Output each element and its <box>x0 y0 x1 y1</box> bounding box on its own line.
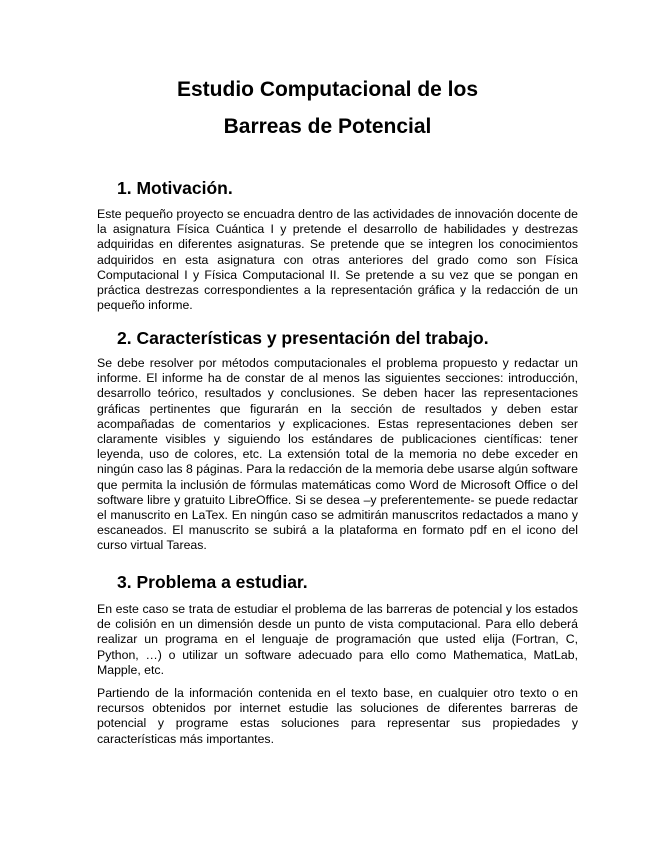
document-title-line-1: Estudio Computacional de los <box>176 78 479 101</box>
section-heading-motivacion: 1. Motivación. <box>117 178 233 198</box>
section-paragraph-problema-2: Partiendo de la información contenida en el texto base, en cualquier otro texto o en recursos obtenidos por internet estudie las soluciones de diferentes barreras de potencial y programe estas soluciones para representar sus propiedades y características más importantes. <box>97 686 578 746</box>
section-paragraph-caracteristicas: Se debe resolver por métodos computacionales el problema propuesto y redactar un informe. El informe ha de constar de al menos las siguientes secciones: introducción, desarrollo teórico, resultados y conclusiones. Se deben hacer las representaciones gráficas pertinentes que figurarán en la sección de resultados y deben estar acompañadas de comentarios y explicaciones. Estas representaciones deben ser claramente visibles y siguiendo los estándares de publicaciones científicas: tener leyenda, uso de colores, etc. La extensión total de la memoria no debe exceder en ningún caso las 8 páginas. Para la redacción de la memoria debe usarse algún software que permita la inclusión de fórmulas matemáticas como Word de Microsoft Office o del software libre y gratuito LibreOffice. Si se desea –y preferentemente- se puede redactar el manuscrito en LaTex. En ningún caso se admitirán manuscritos redactados a mano y escaneados. El manuscrito se subirá a la plataforma en formato pdf en el icono del curso virtual Tareas. <box>97 356 578 553</box>
section-paragraph-motivacion: Este pequeño proyecto se encuadra dentro de las actividades de innovación docente de la asignatura Física Cuántica I y pretende el desarrollo de habilidades y destrezas adquiridas en diferentes asignaturas. Se pretende que se integren los conocimientos adquiridos en esta asignatura con otras anteriores del grado como son Física Computacional I y Física Computacional II. Se pretende a su vez que se pongan en práctica destrezas correspondientes a la representación gráfica y la redacción de un pequeño informe. <box>97 207 578 313</box>
section-paragraph-problema-1: En este caso se trata de estudiar el problema de las barreras de potencial y los estados de colisión en un dimensión desde un punto de vista computacional. Para ello deberá realizar un programa en el lenguaje de programación que usted elija (Fortran, C, Python, …) o utilizar un software adecuado para ello como Mathematica, MatLab, Mapple, etc. <box>97 602 578 677</box>
section-heading-caracteristicas: 2. Características y presentación del trabajo. <box>117 328 489 348</box>
document-title-line-2: Barreas de Potencial <box>223 115 432 138</box>
section-heading-problema: 3. Problema a estudiar. <box>117 572 308 592</box>
